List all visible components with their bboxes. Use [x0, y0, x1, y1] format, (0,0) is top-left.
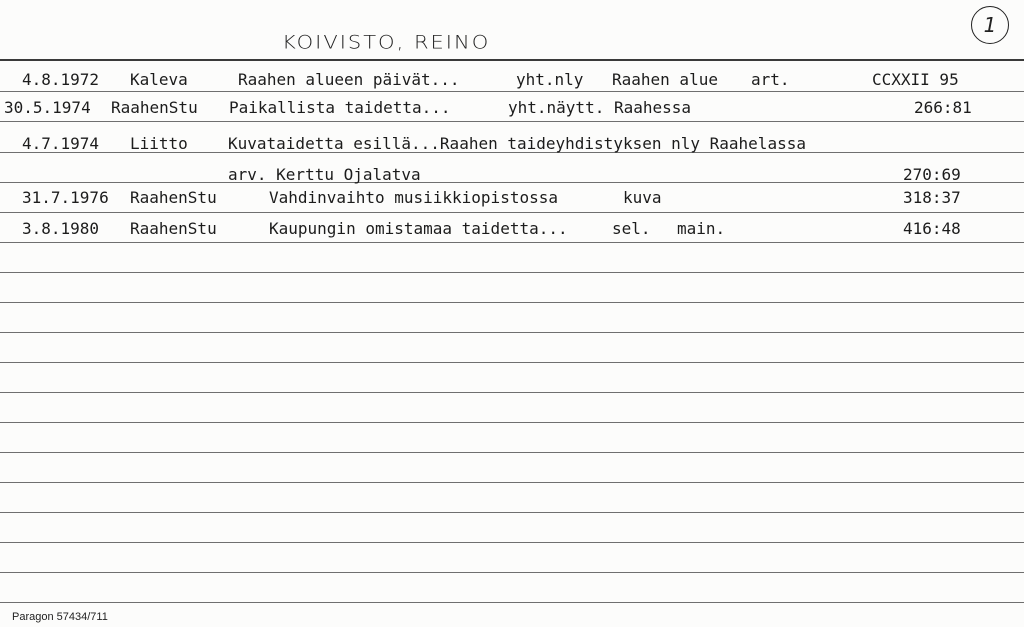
printer-mark: Paragon 57434/711 — [12, 611, 108, 623]
entry-source: RaahenStu — [130, 219, 217, 238]
ruled-line — [0, 302, 1024, 303]
ruled-line — [0, 512, 1024, 513]
card-name-heading: KOIVISTO, REINO — [282, 31, 491, 53]
entry-note: yht.nly — [516, 70, 584, 89]
entry-note: sel. — [612, 219, 651, 238]
ruled-line — [0, 542, 1024, 543]
entry-type: art. — [751, 70, 790, 89]
ruled-line — [0, 91, 1024, 92]
entry-reference: 416:48 — [903, 219, 961, 238]
ruled-line — [0, 602, 1024, 603]
ruled-line — [0, 332, 1024, 333]
entry-date: 30.5.1974 — [4, 98, 91, 117]
ruled-line — [0, 212, 1024, 213]
entry-date: 4.7.1974 — [22, 134, 100, 153]
entry-title: Raahen alueen päivät... — [238, 70, 460, 89]
entry-continuation: arv. Kerttu Ojalatva — [228, 165, 421, 184]
card-number-circle: 1 — [971, 6, 1009, 44]
entry-note: kuva — [623, 188, 662, 207]
ruled-line — [0, 452, 1024, 453]
entry-date: 31.7.1976 — [22, 188, 109, 207]
entry-source: RaahenStu — [130, 188, 217, 207]
ruled-line — [0, 272, 1024, 273]
entry-title: Kaupungin omistamaa taidetta... — [269, 219, 568, 238]
entry-place: Raahen alue — [612, 70, 718, 89]
entry-reference: CCXXII 95 — [872, 70, 959, 89]
entry-date: 4.8.1972 — [22, 70, 100, 89]
header-rule — [0, 59, 1024, 61]
entry-reference: 266:81 — [914, 98, 972, 117]
ruled-line — [0, 362, 1024, 363]
entry-title: Paikallista taidetta... — [229, 98, 451, 117]
entry-note: yht.näytt. Raahessa — [508, 98, 692, 117]
entry-title: Kuvataidetta esillä...Raahen taideyhdistyksen nly Raahelassa — [228, 134, 806, 153]
ruled-line — [0, 182, 1024, 183]
entry-date: 3.8.1980 — [22, 219, 100, 238]
entry-source: Liitto — [130, 134, 188, 153]
ruled-line — [0, 422, 1024, 423]
entry-source: Kaleva — [130, 70, 188, 89]
ruled-line — [0, 121, 1024, 122]
entry-note-secondary: main. — [677, 219, 726, 238]
entry-title: Vahdinvaihto musiikkiopistossa — [269, 188, 558, 207]
ruled-line — [0, 392, 1024, 393]
entry-reference: 318:37 — [903, 188, 961, 207]
entry-reference: 270:69 — [903, 165, 961, 184]
ruled-line — [0, 482, 1024, 483]
entry-source: RaahenStu — [111, 98, 198, 117]
ruled-line — [0, 242, 1024, 243]
ruled-line — [0, 572, 1024, 573]
